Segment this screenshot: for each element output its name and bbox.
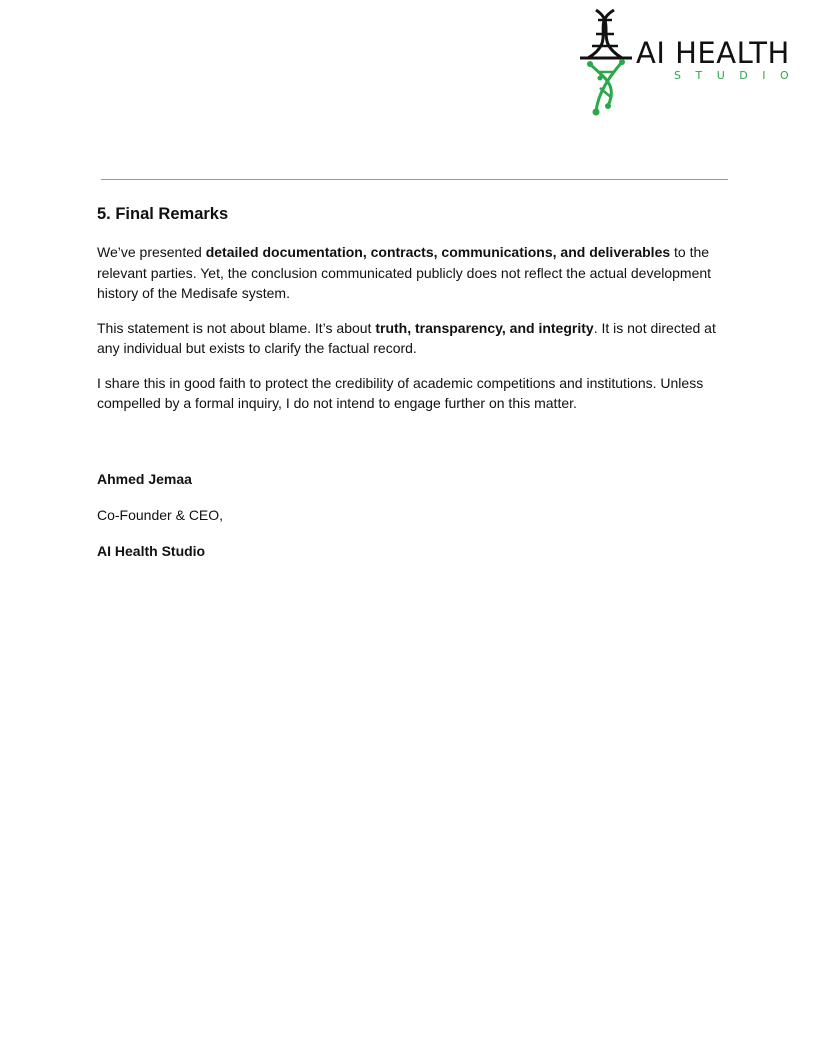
- paragraph-good-faith: I share this in good faith to protect the credibility of academic competitions and institutions. Unless compelled by a formal inquiry, I do not intend to engage further on this matter.: [97, 374, 704, 411]
- document-body: [97, 205, 737, 428]
- signature-company-text: AI Health Studio: [97, 543, 206, 559]
- signature-role: Co-Founder & CEO,: [97, 507, 224, 523]
- signature-name-text: Ahmed Jemaa: [97, 471, 192, 487]
- section-heading: 5. Final Remarks: [97, 205, 229, 223]
- logo-subtitle: STUDIO: [674, 69, 804, 82]
- paragraph-2-bold: truth, transparency, and integrity: [375, 319, 594, 336]
- signature-name: [97, 469, 192, 490]
- signature-company: [97, 541, 205, 562]
- paragraph-statement: [97, 318, 737, 359]
- paragraph-2-text-start: This statement is not about blame. It’s about: [97, 319, 376, 336]
- paragraph-1-text-end: to the relevant parties. Yet, the conclusion communicated publicly does not reflect the actual development history of the Medisafe system.: [97, 244, 712, 301]
- logo-title: AI HEALTH: [636, 36, 790, 70]
- company-logo: [578, 6, 824, 118]
- paragraph-1-bold: detailed documentation, contracts, communications, and deliverables: [205, 244, 671, 260]
- paragraph-documentation: [97, 242, 737, 304]
- paragraph-2-text-end: . It is not directed at any individual but exists to clarify the factual record.: [97, 319, 716, 356]
- paragraph-1-text-start: We’ve presented: [97, 244, 206, 260]
- horizontal-divider: [101, 179, 728, 180]
